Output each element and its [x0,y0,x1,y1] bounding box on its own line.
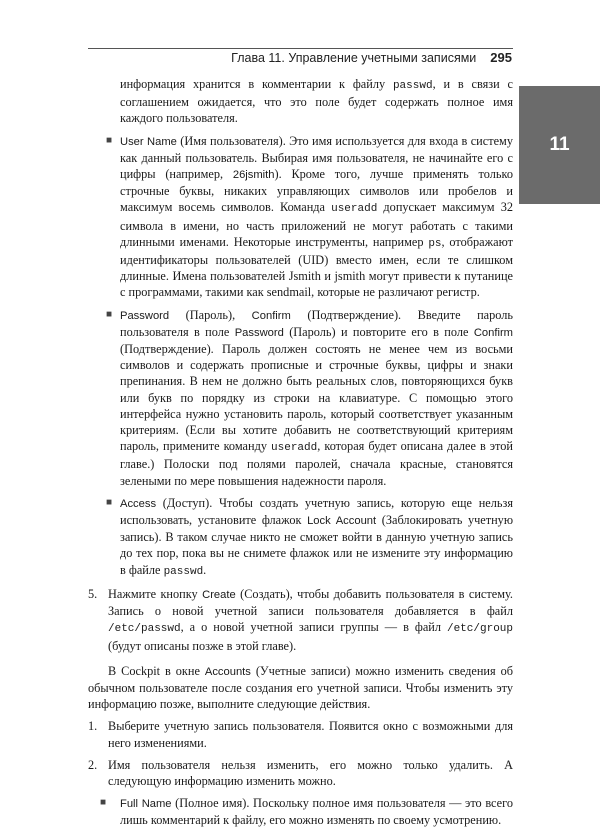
code-term: /etc/passwd [108,623,181,636]
code-term: ps [428,237,442,250]
bullet-access: ■ Access (Доступ). Чтобы создать учетную запись, которую еще нельзя использовать, установите флажок Lock Account (Заблокировать учетную запись). В таком случае никто не сможет войти в данную учетную запись до тех пор, пока вы не снимете флажок или не измените эту информацию в файле passwd. [106,495,514,578]
ui-term: Confirm [473,326,513,339]
step-2 [88,757,513,789]
code-term: passwd [163,565,204,578]
bullet-icon: ■ [106,308,113,320]
chapter-tab [519,86,600,204]
ui-term: Confirm [251,309,291,322]
bullet-icon: ■ [100,797,107,809]
ui-term: User Name [120,135,177,148]
bullet-icon: ■ [106,496,113,508]
ui-term: 26jsmith [232,169,275,182]
step-1 [88,718,513,750]
step-text: Выберите учетную запись пользователя. Появится окно с возможными для него изменениями. [108,719,513,750]
ui-term: Accounts [204,665,251,678]
step-number: 1. [88,719,98,734]
header-rule [88,48,513,49]
step-5: 5. Нажмите кнопку Create (Создать), чтобы добавить пользователя в систему. Запись о новой учетной записи пользователя добавляется в файл /etc/passwd, а о новой учетной записи группы — в файл /etc/group (будут описаны позже в этой главе). [88,586,513,653]
ui-term: Access [120,497,157,510]
step-number: 5. [88,586,98,601]
code-term: useradd [271,442,318,455]
code-term: passwd [392,80,433,92]
code-term: useradd [331,203,378,216]
ui-term: Password [120,309,170,322]
chapter-title: Глава 11. Управление учетными записями [231,51,477,65]
cockpit-paragraph: В Cockpit в окне Accounts (Учетные записи) можно изменить сведения об обычном пользователе после создания его учетной записи. Чтобы изменить эту информацию позже, выполните следующие действия. [88,663,513,712]
bullet-user-name: ■ User Name (Имя пользователя). Это имя используется для входа в систему как данный пользователь. Выбирая имя пользователя, не начинайте его с цифры (например, 26jsmith). Кроме того, лучше применять только строчные буквы, никаких управляющих символов или пробелов и максимум восемь символов. Команда useradd допускает максимум 32 символа в имени, но часть приложений не могут работать с такими длинными именами. Некоторые инструменты, например ps, отображают идентификаторы пользователей (UID) вместо имен, если те слишком длинные. Имена пользователей Jsmith и jsmith могут привести к путанице с программами, такими как sendmail, которые не различают регистр. [106,133,513,300]
ui-term: Password [234,326,284,339]
bullet-password: ■ Password (Пароль), Confirm (Подтверждение). Введите пароль пользователя в поле Password (Пароль) и повторите его в поле Confirm (Подтверждение). Пароль должен состоять не менее чем из восьми символов и содержать прописные и строчные буквы, цифры и знаки препинания. В нем не должно быть реальных слов, повторяющихся букв или букв по порядку из строки на клавиатуре. С помощью этого интерфейса нужно установить пароль, который соответствует указанным критериям. (Если вы хотите добавить не соответствующий критериям пароль, примените команду useradd, которая будет описана далее в этой главе.) Полоски под полями паролей, сначала красные, становятся зелеными по мере повышения надежности пароля. [106,307,514,488]
step-text: Имя пользователя нельзя изменить, его можно только удалить. А следующую информацию изменить можно. [108,757,513,788]
ui-term: Lock Account [307,515,377,528]
body-text [88,76,513,829]
running-head [231,50,512,65]
bullet-full-name: ■ Full Name (Полное имя). Поскольку полное имя пользователя — это всего лишь комментарий к файлу, его можно изменять по своему усмотрению. [100,796,513,828]
ui-term: Create [202,588,236,601]
ui-term: Full Name [120,798,172,811]
code-term: /etc/group [446,623,513,636]
bullet-icon: ■ [106,134,113,146]
chapter-tab-number: 11 [549,134,570,155]
page-number: 295 [490,50,512,65]
step-number: 2. [88,757,98,772]
intro-continuation: информация хранится в комментарии к файлу passwd, и в связи с соглашением ожидается, что это поле будет содержать полное имя каждого пользователя. [120,77,513,126]
